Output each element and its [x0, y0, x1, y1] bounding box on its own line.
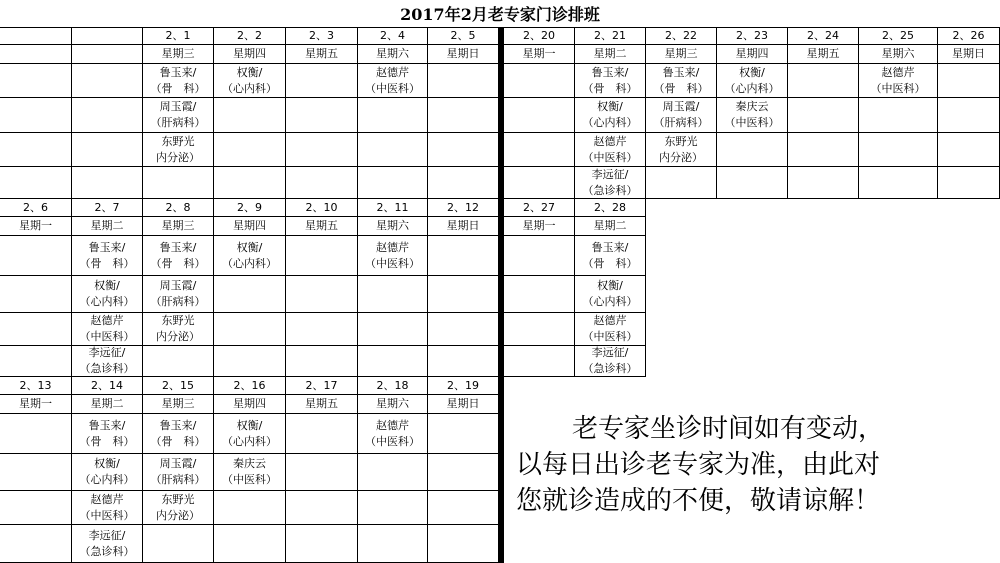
doctor-cell: 鲁玉来/ （骨 科）: [575, 64, 646, 98]
doctor-cell: 李远征/ （急诊科）: [72, 346, 143, 377]
doctor-cell: 东野光 内分泌）: [143, 491, 214, 525]
doctor-cell: 赵德芹 （中医科）: [859, 64, 938, 98]
date-cell: 2、11: [358, 199, 428, 217]
doctor-cell: 赵德芹 （中医科）: [72, 313, 143, 346]
doctor-cell: [504, 313, 575, 346]
doctor-cell: [286, 133, 358, 167]
weekday-cell: 星期四: [214, 217, 286, 236]
doctor-cell: [72, 133, 143, 167]
weekday-cell: 星期二: [72, 217, 143, 236]
doctor-cell: 周玉霞/ （肝病科）: [143, 276, 214, 313]
doctor-cell: 东野光 内分泌）: [143, 133, 214, 167]
weekday-cell: 星期一: [504, 217, 575, 236]
date-cell: 2、27: [504, 199, 575, 217]
weekday-cell: 星期二: [575, 217, 646, 236]
doctor-cell: [358, 454, 428, 491]
doctor-cell: [0, 313, 72, 346]
doctor-cell: [214, 491, 286, 525]
doctor-cell: 东野光 内分泌）: [646, 133, 717, 167]
doctor-cell: [286, 313, 358, 346]
weekday-cell: 星期二: [575, 45, 646, 64]
date-cell: 2、22: [646, 28, 717, 45]
weekday-cell: 星期六: [358, 395, 428, 414]
doctor-cell: [504, 133, 575, 167]
doctor-cell: [286, 454, 358, 491]
date-cell: 2、15: [143, 377, 214, 395]
doctor-cell: [0, 525, 72, 563]
date-cell: 2、23: [717, 28, 788, 45]
doctor-cell: 赵德芹 （中医科）: [72, 491, 143, 525]
doctor-cell: [143, 346, 214, 377]
doctor-cell: [143, 525, 214, 563]
doctor-cell: [717, 133, 788, 167]
doctor-cell: [286, 276, 358, 313]
doctor-cell: [938, 133, 1000, 167]
date-cell: 2、13: [0, 377, 72, 395]
doctor-cell: [938, 64, 1000, 98]
doctor-cell: [428, 313, 499, 346]
doctor-cell: [504, 346, 575, 377]
doctor-cell: [428, 167, 499, 199]
doctor-cell: [214, 98, 286, 133]
date-cell: 2、19: [428, 377, 499, 395]
weekday-cell: 星期五: [788, 45, 859, 64]
doctor-cell: [72, 98, 143, 133]
doctor-cell: [358, 525, 428, 563]
notice-text: [504, 379, 1000, 563]
doctor-cell: 权衡/ （心内科）: [214, 414, 286, 454]
doctor-cell: [214, 313, 286, 346]
doctor-cell: 鲁玉来/ （骨 科）: [646, 64, 717, 98]
notice-line-2: 以每日出诊老专家为准，由此对: [516, 450, 881, 480]
weekday-cell: [72, 45, 143, 64]
date-cell: 2、3: [286, 28, 358, 45]
weekday-cell: 星期四: [717, 45, 788, 64]
weekday-cell: 星期四: [214, 45, 286, 64]
doctor-cell: [428, 414, 499, 454]
date-cell: 2、7: [72, 199, 143, 217]
weekday-cell: 星期日: [428, 395, 499, 414]
date-cell: 2、20: [504, 28, 575, 45]
date-cell: 2、18: [358, 377, 428, 395]
doctor-cell: [0, 133, 72, 167]
date-cell: [72, 28, 143, 45]
doctor-cell: [788, 64, 859, 98]
doctor-cell: 秦庆云 （中医科）: [214, 454, 286, 491]
doctor-cell: 鲁玉来/ （骨 科）: [72, 236, 143, 276]
doctor-cell: [0, 98, 72, 133]
doctor-cell: [428, 346, 499, 377]
doctor-cell: 周玉霞/ （肝病科）: [646, 98, 717, 133]
weekday-cell: 星期一: [0, 395, 72, 414]
doctor-cell: [428, 491, 499, 525]
doctor-cell: 权衡/ （心内科）: [717, 64, 788, 98]
weekday-cell: 星期三: [143, 45, 214, 64]
doctor-cell: [286, 346, 358, 377]
doctor-cell: [428, 276, 499, 313]
doctor-cell: [286, 167, 358, 199]
doctor-cell: [358, 276, 428, 313]
date-cell: 2、9: [214, 199, 286, 217]
doctor-cell: [286, 491, 358, 525]
weekday-cell: 星期三: [143, 217, 214, 236]
doctor-cell: [504, 236, 575, 276]
date-cell: [0, 28, 72, 45]
doctor-cell: 周玉霞/ （肝病科）: [143, 454, 214, 491]
weekday-cell: 星期五: [286, 395, 358, 414]
doctor-cell: [286, 64, 358, 98]
doctor-cell: [214, 133, 286, 167]
doctor-cell: [788, 133, 859, 167]
doctor-cell: [788, 98, 859, 133]
date-cell: 2、28: [575, 199, 646, 217]
doctor-cell: [286, 414, 358, 454]
doctor-cell: [938, 98, 1000, 133]
doctor-cell: 李远征/ （急诊科）: [72, 525, 143, 563]
doctor-cell: [428, 64, 499, 98]
doctor-cell: 李远征/ （急诊科）: [575, 167, 646, 199]
doctor-cell: 李远征/ （急诊科）: [575, 346, 646, 377]
date-cell: 2、12: [428, 199, 499, 217]
doctor-cell: 鲁玉来/ （骨 科）: [575, 236, 646, 276]
doctor-cell: 赵德芹 （中医科）: [358, 64, 428, 98]
notice-line-3: 您就诊造成的不便，敬请谅解！: [516, 486, 881, 516]
doctor-cell: 权衡/ （心内科）: [575, 276, 646, 313]
doctor-cell: [717, 167, 788, 199]
date-cell: 2、26: [938, 28, 1000, 45]
doctor-cell: 秦庆云 （中医科）: [717, 98, 788, 133]
weekday-cell: 星期日: [938, 45, 1000, 64]
weekday-cell: 星期五: [286, 217, 358, 236]
doctor-cell: 权衡/ （心内科）: [72, 276, 143, 313]
doctor-cell: [0, 414, 72, 454]
doctor-cell: [214, 167, 286, 199]
date-cell: 2、24: [788, 28, 859, 45]
doctor-cell: 权衡/ （心内科）: [214, 236, 286, 276]
doctor-cell: 鲁玉来/ （骨 科）: [143, 414, 214, 454]
doctor-cell: 赵德芹 （中医科）: [575, 133, 646, 167]
notice-line-1: 老专家坐诊时间如有变动，: [572, 414, 885, 444]
weekday-cell: 星期一: [0, 217, 72, 236]
date-cell: 2、17: [286, 377, 358, 395]
doctor-cell: 权衡/ （心内科）: [72, 454, 143, 491]
doctor-cell: 赵德芹 （中医科）: [358, 414, 428, 454]
doctor-cell: [143, 167, 214, 199]
doctor-cell: [0, 236, 72, 276]
doctor-cell: [358, 313, 428, 346]
weekday-cell: 星期六: [358, 217, 428, 236]
doctor-cell: [0, 454, 72, 491]
doctor-cell: [286, 525, 358, 563]
doctor-cell: [358, 167, 428, 199]
weekday-cell: 星期一: [504, 45, 575, 64]
date-cell: 2、6: [0, 199, 72, 217]
doctor-cell: [504, 167, 575, 199]
doctor-cell: [214, 346, 286, 377]
doctor-cell: [428, 133, 499, 167]
date-cell: 2、10: [286, 199, 358, 217]
doctor-cell: [504, 98, 575, 133]
weekday-cell: 星期四: [214, 395, 286, 414]
doctor-cell: [0, 64, 72, 98]
doctor-cell: [859, 167, 938, 199]
weekday-cell: 星期六: [358, 45, 428, 64]
weekday-cell: 星期二: [72, 395, 143, 414]
doctor-cell: 权衡/ （心内科）: [214, 64, 286, 98]
doctor-cell: 周玉霞/ （肝病科）: [143, 98, 214, 133]
date-cell: 2、25: [859, 28, 938, 45]
doctor-cell: [788, 167, 859, 199]
weekday-cell: [0, 45, 72, 64]
doctor-cell: [286, 236, 358, 276]
doctor-cell: 鲁玉来/ （骨 科）: [72, 414, 143, 454]
doctor-cell: [214, 276, 286, 313]
doctor-cell: [504, 276, 575, 313]
weekday-cell: 星期五: [286, 45, 358, 64]
doctor-cell: [859, 133, 938, 167]
doctor-cell: 鲁玉来/ （骨 科）: [143, 64, 214, 98]
doctor-cell: 权衡/ （心内科）: [575, 98, 646, 133]
weekday-cell: 星期日: [428, 45, 499, 64]
date-cell: 2、5: [428, 28, 499, 45]
weekday-cell: 星期三: [646, 45, 717, 64]
doctor-cell: [428, 454, 499, 491]
date-cell: 2、1: [143, 28, 214, 45]
doctor-cell: [214, 525, 286, 563]
doctor-cell: [0, 346, 72, 377]
weekday-cell: 星期日: [428, 217, 499, 236]
doctor-cell: [646, 167, 717, 199]
page-title: 2017年2月老专家门诊排班: [0, 0, 1000, 28]
weekday-cell: 星期六: [859, 45, 938, 64]
date-cell: 2、2: [214, 28, 286, 45]
weekday-cell: 星期三: [143, 395, 214, 414]
doctor-cell: 东野光 内分泌）: [143, 313, 214, 346]
doctor-cell: [0, 491, 72, 525]
date-cell: 2、8: [143, 199, 214, 217]
doctor-cell: [428, 236, 499, 276]
doctor-cell: [504, 64, 575, 98]
doctor-cell: 鲁玉来/ （骨 科）: [143, 236, 214, 276]
doctor-cell: [286, 98, 358, 133]
doctor-cell: [938, 167, 1000, 199]
doctor-cell: 赵德芹 （中医科）: [358, 236, 428, 276]
doctor-cell: [358, 346, 428, 377]
doctor-cell: 赵德芹 （中医科）: [575, 313, 646, 346]
doctor-cell: [358, 98, 428, 133]
date-cell: 2、16: [214, 377, 286, 395]
doctor-cell: [0, 276, 72, 313]
doctor-cell: [0, 167, 72, 199]
doctor-cell: [72, 167, 143, 199]
date-cell: 2、4: [358, 28, 428, 45]
doctor-cell: [358, 491, 428, 525]
doctor-cell: [428, 525, 499, 563]
doctor-cell: [72, 64, 143, 98]
doctor-cell: [859, 98, 938, 133]
doctor-cell: [358, 133, 428, 167]
date-cell: 2、21: [575, 28, 646, 45]
date-cell: 2、14: [72, 377, 143, 395]
doctor-cell: [428, 98, 499, 133]
